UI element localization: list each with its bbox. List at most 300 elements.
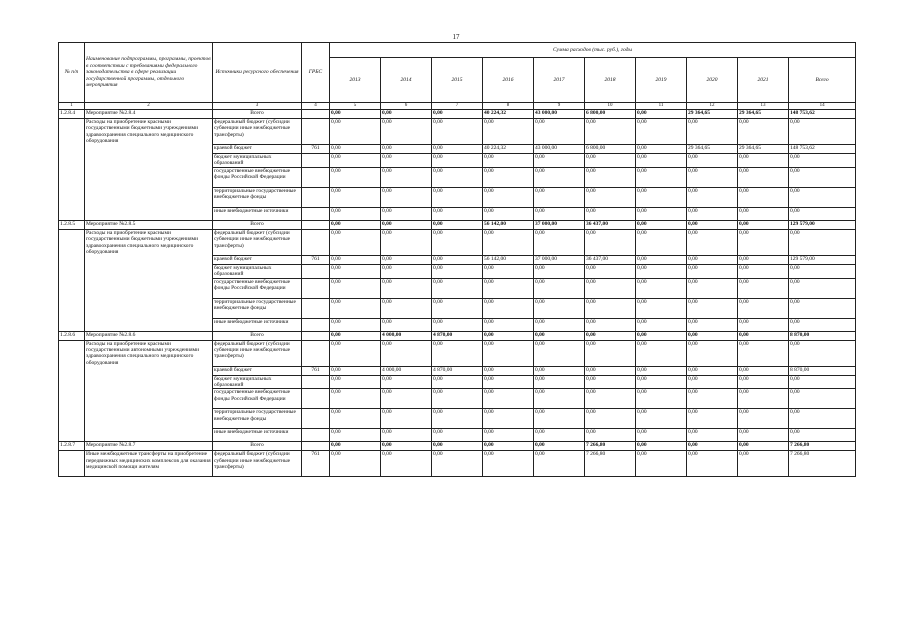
year-value: 0,00: [483, 451, 534, 477]
year-value: 0,00: [330, 264, 381, 278]
year-value: 0,00: [381, 298, 432, 318]
year-value: 0,00: [381, 119, 432, 145]
total-value: 0,00: [789, 409, 856, 429]
year-value: 0,00: [483, 298, 534, 318]
year-value: 0,00: [330, 220, 381, 229]
measure-code-spacer: [59, 229, 85, 331]
total-value: 7 266,80: [789, 442, 856, 451]
grbs-code: [302, 264, 330, 278]
year-value: 0,00: [534, 229, 585, 255]
table-row: [59, 220, 856, 229]
year-value: 0,00: [636, 318, 687, 331]
year-value: 40 224,32: [483, 145, 534, 154]
year-value: 0,00: [585, 318, 636, 331]
year-value: 0,00: [381, 187, 432, 207]
year-value: 0,00: [738, 229, 789, 255]
year-value: 0,00: [483, 375, 534, 389]
year-value: 0,00: [687, 220, 738, 229]
year-value: 0,00: [687, 167, 738, 187]
header-year: 2015: [432, 58, 483, 103]
year-value: 0,00: [381, 145, 432, 154]
header-year: 2014: [381, 58, 432, 103]
grbs-code: [302, 110, 330, 119]
measure-code: 1.2.8.6: [59, 331, 85, 340]
year-value: 0,00: [330, 119, 381, 145]
year-value: 56 142,00: [483, 220, 534, 229]
year-value: 0,00: [585, 264, 636, 278]
header-grbs: ГРБС: [302, 43, 330, 103]
year-value: 0,00: [687, 429, 738, 442]
grbs-code: [302, 207, 330, 220]
year-value: 0,00: [432, 389, 483, 409]
measure-code-spacer: [59, 340, 85, 442]
year-value: 0,00: [687, 187, 738, 207]
year-value: 36 437,00: [585, 220, 636, 229]
grbs-code: [302, 340, 330, 366]
year-value: 37 000,00: [534, 220, 585, 229]
year-value: 0,00: [483, 331, 534, 340]
column-index: 13: [738, 103, 789, 110]
year-value: 0,00: [687, 298, 738, 318]
source-label: бюджет муниципальных образований: [213, 264, 302, 278]
measure-code: 1.2.8.5: [59, 220, 85, 229]
year-value: 0,00: [483, 366, 534, 375]
year-value: 0,00: [330, 409, 381, 429]
year-value: 0,00: [432, 154, 483, 168]
grbs-code: [302, 429, 330, 442]
year-value: 0,00: [636, 220, 687, 229]
year-value: 0,00: [585, 167, 636, 187]
source-label: краевой бюджет: [213, 255, 302, 264]
grbs-code: [302, 154, 330, 168]
grbs-code: [302, 389, 330, 409]
grbs-code: [302, 318, 330, 331]
year-value: 0,00: [381, 264, 432, 278]
year-value: 4 000,00: [381, 366, 432, 375]
year-value: 0,00: [381, 318, 432, 331]
column-index: 2: [85, 103, 213, 110]
year-value: 0,00: [330, 229, 381, 255]
year-value: 0,00: [534, 389, 585, 409]
total-value: 0,00: [789, 187, 856, 207]
grbs-code: [302, 298, 330, 318]
year-value: 0,00: [585, 278, 636, 298]
table-row: [59, 442, 856, 451]
header-source: Источники ресурсного обеспечения: [213, 43, 302, 103]
total-value: 148 753,62: [789, 145, 856, 154]
year-value: 0,00: [381, 278, 432, 298]
table-row: [59, 331, 856, 340]
year-value: 0,00: [483, 340, 534, 366]
year-value: 0,00: [636, 119, 687, 145]
year-value: 0,00: [687, 442, 738, 451]
measure-code-spacer: [59, 119, 85, 221]
year-value: 0,00: [738, 340, 789, 366]
year-value: 0,00: [687, 264, 738, 278]
year-value: 7 266,80: [585, 451, 636, 477]
table-row: [59, 451, 856, 477]
year-value: 0,00: [483, 318, 534, 331]
column-index: 4: [302, 103, 330, 110]
header-year: 2016: [483, 58, 534, 103]
year-value: 0,00: [738, 187, 789, 207]
year-value: 0,00: [483, 442, 534, 451]
table-row: [59, 340, 856, 366]
total-value: 0,00: [789, 229, 856, 255]
column-index: 7: [432, 103, 483, 110]
year-value: 43 000,00: [534, 110, 585, 119]
year-value: 0,00: [534, 298, 585, 318]
header-year: 2013: [330, 58, 381, 103]
year-value: 0,00: [330, 298, 381, 318]
year-value: 0,00: [687, 375, 738, 389]
total-value: 0,00: [789, 264, 856, 278]
year-value: 0,00: [330, 451, 381, 477]
year-value: 0,00: [483, 207, 534, 220]
page-number: 17: [452, 33, 460, 41]
total-value: 7 266,80: [789, 451, 856, 477]
year-value: 29 364,65: [687, 110, 738, 119]
year-value: 0,00: [534, 331, 585, 340]
year-value: 0,00: [432, 220, 483, 229]
year-value: 0,00: [330, 318, 381, 331]
year-value: 0,00: [534, 409, 585, 429]
budget-table: [58, 42, 856, 477]
source-label: федеральный бюджет (субсидии субвенции иные межбюджетные трансферты): [213, 340, 302, 366]
year-value: 0,00: [738, 429, 789, 442]
measure-code-spacer: [59, 451, 85, 477]
year-value: 0,00: [534, 207, 585, 220]
year-value: 6 800,00: [585, 145, 636, 154]
year-value: 0,00: [534, 340, 585, 366]
year-value: 0,00: [738, 298, 789, 318]
year-value: 0,00: [636, 451, 687, 477]
year-value: 0,00: [483, 278, 534, 298]
year-value: 0,00: [381, 207, 432, 220]
year-value: 0,00: [381, 220, 432, 229]
source-label: федеральный бюджет (субсидии субвенции иные межбюджетные трансферты): [213, 229, 302, 255]
year-value: 0,00: [636, 340, 687, 366]
grbs-code: [302, 119, 330, 145]
year-value: 0,00: [432, 119, 483, 145]
year-value: 0,00: [381, 154, 432, 168]
year-value: 40 224,32: [483, 110, 534, 119]
total-value: 0,00: [789, 318, 856, 331]
column-index: 5: [330, 103, 381, 110]
year-value: 0,00: [330, 366, 381, 375]
grbs-code: [302, 187, 330, 207]
source-label: федеральный бюджет (субсидии субвенции иные межбюджетные трансферты): [213, 451, 302, 477]
year-value: 7 266,80: [585, 442, 636, 451]
year-value: 0,00: [534, 375, 585, 389]
year-value: 0,00: [381, 389, 432, 409]
year-value: 0,00: [432, 318, 483, 331]
total-value: 148 753,62: [789, 110, 856, 119]
total-value: 0,00: [789, 389, 856, 409]
grbs-code: [302, 331, 330, 340]
year-value: 0,00: [585, 366, 636, 375]
measure-description: Иные межбюджетные трансферты на приобретение передвижных медицинских комплексов для оказания медицинской помощи жителям: [85, 451, 213, 477]
source-label: иные внебюджетные источники: [213, 429, 302, 442]
year-value: 0,00: [636, 264, 687, 278]
year-value: 0,00: [381, 229, 432, 255]
year-value: 0,00: [738, 154, 789, 168]
year-value: 0,00: [738, 207, 789, 220]
year-value: 4 870,00: [432, 366, 483, 375]
column-index: 11: [636, 103, 687, 110]
year-value: 0,00: [432, 442, 483, 451]
source-label: бюджет муниципальных образований: [213, 154, 302, 168]
year-value: 0,00: [585, 207, 636, 220]
year-value: 37 000,00: [534, 255, 585, 264]
year-value: 4 000,00: [381, 331, 432, 340]
year-value: 0,00: [738, 318, 789, 331]
year-value: 0,00: [330, 278, 381, 298]
total-value: 0,00: [789, 154, 856, 168]
source-label: государственные внебюджетные фонды Российской Федерации: [213, 278, 302, 298]
year-value: 0,00: [432, 167, 483, 187]
year-value: 0,00: [687, 229, 738, 255]
year-value: 0,00: [585, 429, 636, 442]
column-index: 9: [534, 103, 585, 110]
year-value: 0,00: [585, 119, 636, 145]
table-row: [59, 110, 856, 119]
header-year: 2020: [687, 58, 738, 103]
year-value: 0,00: [687, 278, 738, 298]
source-label: Всего: [213, 220, 302, 229]
year-value: 0,00: [381, 167, 432, 187]
year-value: 0,00: [432, 451, 483, 477]
year-value: 0,00: [687, 366, 738, 375]
year-value: 0,00: [636, 187, 687, 207]
grbs-code: 761: [302, 255, 330, 264]
total-value: 0,00: [789, 375, 856, 389]
year-value: 0,00: [483, 429, 534, 442]
source-label: территориальные государственные внебюджетные фонды: [213, 187, 302, 207]
source-label: Всего: [213, 331, 302, 340]
year-value: 6 800,00: [585, 110, 636, 119]
year-value: 0,00: [330, 167, 381, 187]
year-value: 0,00: [687, 340, 738, 366]
source-label: территориальные государственные внебюджетные фонды: [213, 409, 302, 429]
year-value: 29 364,65: [687, 145, 738, 154]
year-value: 0,00: [483, 229, 534, 255]
total-value: 8 870,00: [789, 366, 856, 375]
year-value: 0,00: [738, 331, 789, 340]
year-value: 0,00: [636, 331, 687, 340]
year-value: 0,00: [432, 229, 483, 255]
measure-title: Мероприятие №2.8.7: [85, 442, 213, 451]
header-year: 2017: [534, 58, 585, 103]
year-value: 0,00: [534, 366, 585, 375]
source-label: бюджет муниципальных образований: [213, 375, 302, 389]
year-value: 0,00: [534, 264, 585, 278]
year-value: 0,00: [534, 451, 585, 477]
total-value: 0,00: [789, 298, 856, 318]
year-value: 0,00: [636, 207, 687, 220]
year-value: 0,00: [585, 375, 636, 389]
year-value: 0,00: [483, 154, 534, 168]
header-name: Наименование подпрограммы, программы, проектов в соответствии с требованиями федерального законодательства в сфере реализации государственной программы, отдельного мероприятия: [85, 43, 213, 103]
header-expenses: Сумма расходов (тыс. руб.), годы: [330, 43, 856, 58]
year-value: 0,00: [483, 187, 534, 207]
total-value: 0,00: [789, 429, 856, 442]
year-value: 0,00: [330, 207, 381, 220]
year-value: 0,00: [636, 366, 687, 375]
grbs-code: [302, 409, 330, 429]
year-value: 0,00: [687, 451, 738, 477]
year-value: 0,00: [534, 167, 585, 187]
total-value: 0,00: [789, 167, 856, 187]
year-value: 0,00: [636, 298, 687, 318]
table-row: [59, 229, 856, 255]
year-value: 0,00: [432, 278, 483, 298]
year-value: 0,00: [636, 375, 687, 389]
year-value: 0,00: [330, 187, 381, 207]
year-value: 0,00: [483, 167, 534, 187]
grbs-code: [302, 229, 330, 255]
year-value: 29 364,65: [738, 110, 789, 119]
header-num: № п/п: [59, 43, 85, 103]
year-value: 0,00: [738, 220, 789, 229]
year-value: 0,00: [432, 340, 483, 366]
year-value: 0,00: [636, 409, 687, 429]
year-value: 36 437,00: [585, 255, 636, 264]
source-label: территориальные государственные внебюджетные фонды: [213, 298, 302, 318]
measure-title: Мероприятие №2.8.5: [85, 220, 213, 229]
year-value: 0,00: [381, 451, 432, 477]
total-value: 0,00: [789, 119, 856, 145]
measure-code: 1.2.8.7: [59, 442, 85, 451]
year-value: 0,00: [381, 429, 432, 442]
year-value: 0,00: [636, 110, 687, 119]
year-value: 56 142,00: [483, 255, 534, 264]
source-label: федеральный бюджет (субсидии субвенции иные межбюджетные трансферты): [213, 119, 302, 145]
year-value: 0,00: [738, 389, 789, 409]
year-value: 0,00: [585, 409, 636, 429]
year-value: 0,00: [432, 187, 483, 207]
year-value: 0,00: [330, 331, 381, 340]
year-value: 0,00: [687, 255, 738, 264]
year-value: 0,00: [432, 298, 483, 318]
year-value: 0,00: [330, 340, 381, 366]
grbs-code: 761: [302, 145, 330, 154]
year-value: 0,00: [381, 375, 432, 389]
year-value: 0,00: [687, 389, 738, 409]
year-value: 0,00: [381, 442, 432, 451]
year-value: 0,00: [381, 110, 432, 119]
year-value: 0,00: [636, 229, 687, 255]
year-value: 0,00: [585, 331, 636, 340]
year-value: 0,00: [636, 429, 687, 442]
grbs-code: 761: [302, 366, 330, 375]
year-value: 0,00: [483, 389, 534, 409]
year-value: 0,00: [330, 145, 381, 154]
grbs-code: [302, 167, 330, 187]
column-index: 8: [483, 103, 534, 110]
year-value: 0,00: [330, 154, 381, 168]
grbs-code: [302, 278, 330, 298]
measure-title: Мероприятие №2.8.6: [85, 331, 213, 340]
header-year: Всего: [789, 58, 856, 103]
year-value: 0,00: [381, 409, 432, 429]
measure-description: Расходы на приобретение красными государственными бюджетными учреждениями здравоохранения специального медицинского оборудования: [85, 119, 213, 221]
year-value: 0,00: [687, 409, 738, 429]
total-value: 129 579,00: [789, 255, 856, 264]
measure-code: 1.2.8.4: [59, 110, 85, 119]
year-value: 0,00: [330, 255, 381, 264]
year-value: 0,00: [738, 366, 789, 375]
column-index: 3: [213, 103, 302, 110]
year-value: 0,00: [585, 340, 636, 366]
year-value: 0,00: [687, 154, 738, 168]
source-label: Всего: [213, 442, 302, 451]
source-label: государственные внебюджетные фонды Российской Федерации: [213, 389, 302, 409]
year-value: 0,00: [636, 167, 687, 187]
source-label: Всего: [213, 110, 302, 119]
year-value: 0,00: [636, 442, 687, 451]
year-value: 0,00: [738, 409, 789, 429]
header-year: 2019: [636, 58, 687, 103]
year-value: 0,00: [636, 154, 687, 168]
year-value: 0,00: [432, 264, 483, 278]
year-value: 4 870,00: [432, 331, 483, 340]
header-year: 2021: [738, 58, 789, 103]
source-label: государственные внебюджетные фонды Российской Федерации: [213, 167, 302, 187]
year-value: 0,00: [534, 442, 585, 451]
year-value: 0,00: [534, 429, 585, 442]
year-value: 0,00: [738, 264, 789, 278]
year-value: 0,00: [330, 110, 381, 119]
column-index: 10: [585, 103, 636, 110]
year-value: 0,00: [636, 278, 687, 298]
year-value: 0,00: [738, 167, 789, 187]
year-value: 0,00: [534, 119, 585, 145]
year-value: 0,00: [585, 298, 636, 318]
year-value: 0,00: [636, 255, 687, 264]
year-value: 0,00: [483, 119, 534, 145]
year-value: 29 364,65: [738, 145, 789, 154]
total-value: 129 579,00: [789, 220, 856, 229]
source-label: краевой бюджет: [213, 366, 302, 375]
year-value: 0,00: [330, 389, 381, 409]
year-value: 0,00: [585, 389, 636, 409]
year-value: 0,00: [432, 207, 483, 220]
table-row: [59, 119, 856, 145]
year-value: 0,00: [534, 187, 585, 207]
year-value: 0,00: [432, 255, 483, 264]
header-year: 2018: [585, 58, 636, 103]
year-value: 0,00: [585, 154, 636, 168]
year-value: 0,00: [687, 119, 738, 145]
total-value: 8 870,00: [789, 331, 856, 340]
year-value: 0,00: [738, 442, 789, 451]
year-value: 0,00: [432, 375, 483, 389]
total-value: 0,00: [789, 278, 856, 298]
grbs-code: [302, 442, 330, 451]
total-value: 0,00: [789, 207, 856, 220]
year-value: 0,00: [330, 442, 381, 451]
year-value: 0,00: [432, 409, 483, 429]
year-value: 0,00: [738, 451, 789, 477]
year-value: 0,00: [381, 340, 432, 366]
year-value: 0,00: [432, 145, 483, 154]
year-value: 43 000,00: [534, 145, 585, 154]
year-value: 0,00: [738, 255, 789, 264]
year-value: 0,00: [636, 389, 687, 409]
year-value: 0,00: [687, 318, 738, 331]
year-value: 0,00: [585, 187, 636, 207]
